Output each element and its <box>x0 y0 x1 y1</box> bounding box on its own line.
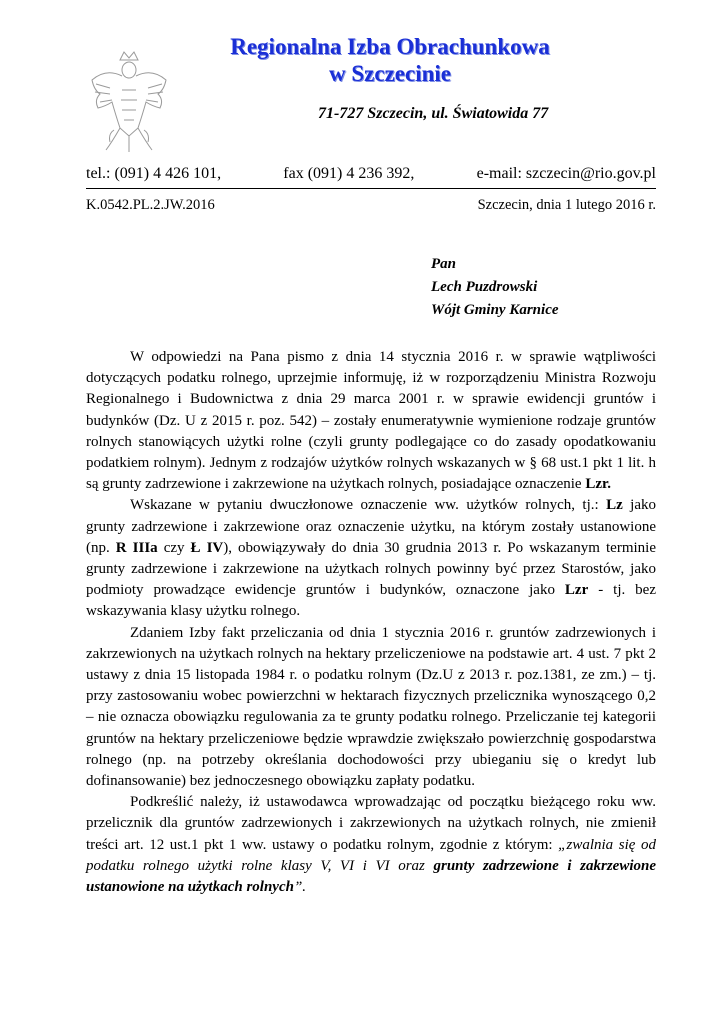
reference-number: K.0542.PL.2.JW.2016 <box>86 197 215 213</box>
organization-city: w Szczecinie <box>329 61 451 86</box>
addressee-salutation: Pan <box>431 256 457 272</box>
email-address: e-mail: szczecin@rio.gov.pl <box>476 165 656 182</box>
eagle-emblem-icon <box>86 46 172 156</box>
fax-number: fax (091) 4 236 392, <box>283 165 415 182</box>
letter-date: Szczecin, dnia 1 lutego 2016 r. <box>477 197 656 213</box>
paragraph-4: Podkreślić należy, iż ustawodawca wprowadzając od początku bieżącego roku ww. przelicznik dla gruntów zadrzewionych i zakrzewionych na użytkach rolnych, nie zmienił treści art. 12 ust.1 pkt 1 ww. ustawy o podatku rolnym, zgodnie z którym: „zwalnia się od podatku rolnego użytki rolne klasy V, VI i VI oraz grunty zadrzewione i zakrzewione ustanowione na użytkach rolnych”. <box>86 794 657 896</box>
letter-body <box>86 347 656 898</box>
contact-row <box>86 165 656 183</box>
addressee-name: Lech Puzdrowski <box>431 279 538 295</box>
paragraph-3: Zdaniem Izby fakt przeliczania od dnia 1 stycznia 2016 r. gruntów zadrzewionych i zakrzewionych na użytkach rolnych na hektary przeliczeniowe na podstawie art. 4 ust. 7 pkt 2 ustawy z dnia 15 listopada 1984 r. o podatku rolnym (Dz.U z 2013 r. poz.1381, ze zm.) – tj. przy zastosowaniu wobec powierzchni w hektarach fizycznych przelicznika wynoszącego 0,2 – nie oznacza obowiązku regulowania za te grunty podatku rolnego. Przeliczanie tej kategorii gruntów na hektary przeliczeniowe będzie wprawdzie zwiększało powierzchnię gospodarstwa rolnego (np. na potrzeby określania dochodowości przy ubieganiu się o kredyt lub dofinansowanie) bez jednoczesnego obowiązku zapłaty podatku. <box>86 624 656 790</box>
addressee-title: Wójt Gminy Karnice <box>431 302 559 318</box>
addressee-block <box>431 253 559 322</box>
phone-number: tel.: (091) 4 426 101, <box>86 165 222 182</box>
header-divider <box>86 188 656 189</box>
organization-address: 71-727 Szczecin, ul. Światowida 77 <box>318 105 549 122</box>
paragraph-1: W odpowiedzi na Pana pismo z dnia 14 stycznia 2016 r. w sprawie wątpliwości dotyczących podatku rolnego, uprzejmie informuję, iż w rozporządzeniu Ministra Rozwoju Regionalnego i Budownictwa z dnia 29 marca 2001 r. w sprawie ewidencji gruntów i budynków (Dz. U z 2015 r. poz. 542) – zostały enumeratywnie wymienione rodzaje gruntów rolnych stanowiących użytki rolne (czyli grunty podlegające co do zasady opodatkowaniu podatkiem rolnym). Jednym z rodzajów użytków rolnych wskazanych w § 68 ust.1 pkt 1 lit. h są grunty zadrzewione i zakrzewione na użytkach rolnych, posiadające oznaczenie Lzr. <box>86 349 656 493</box>
organization-name: Regionalna Izba Obrachunkowa <box>230 34 550 59</box>
paragraph-2: Wskazane w pytaniu dwuczłonowe oznaczenie ww. użytków rolnych, tj.: Lz jako grunty zadrzewione i zakrzewione oraz oznaczenie użytku, na którym zostały ustanowione (np. R IIIa czy Ł IV), obowiązywały do dnia 30 grudnia 2013 r. Po wskazanym terminie grunty zadrzewione i zakrzewione na użytkach rolnych powinny być przez Starostów, jako podmioty prowadzące ewidencje gruntów i budynków, oznaczone jako Lzr - tj. bez wskazywania klasy użytku rolnego. <box>86 497 656 620</box>
